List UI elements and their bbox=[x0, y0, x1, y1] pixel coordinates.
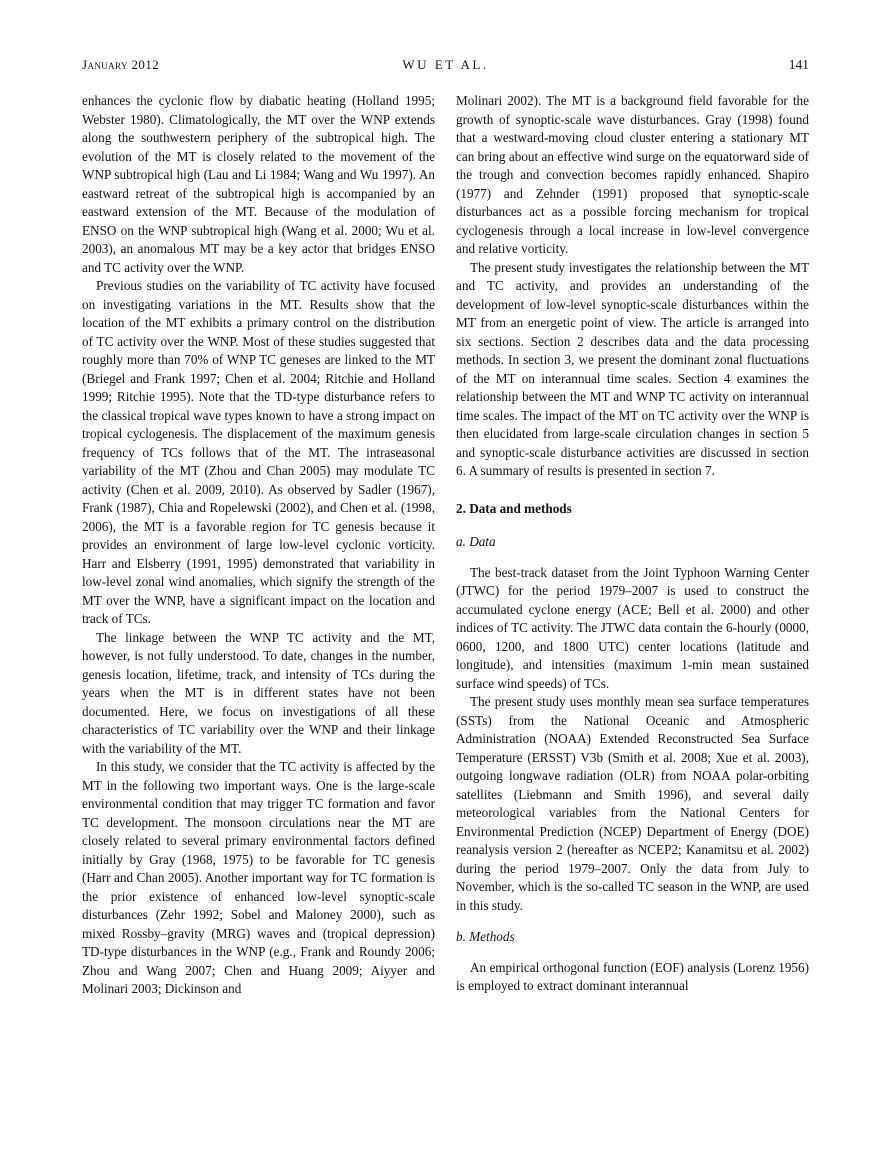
subsection-heading-methods: b. Methods bbox=[456, 929, 515, 944]
running-head: WU ET AL. bbox=[402, 57, 489, 72]
right-column bbox=[456, 92, 809, 999]
paragraph: Previous studies on the variability of TC activity have focused on investigating variations in the MT. Results show that the location of the MT exhibits a primary control on the distribution of TC activity over the WNP. Most of these studies suggested that roughly more than 70% of WNP TC geneses are linked to the MT (Briegel and Frank 1997; Chen et al. 2004; Ritchie and Holland 1999; Ritchie 1995). Note that the TD-type disturbance refers to the classical tropical wave types known to have a strong impact on tropical cyclogenesis. The displacement of the maximum genesis frequency of TCs follows that of the MT. The intraseasonal variability of the MT (Zhou and Chan 2005) may modulate TC activity (Chen et al. 2009, 2010). As observed by Sadler (1967), Frank (1987), Chia and Ropelewski (2002), and Chen et al. (1998, 2006), the MT is a favorable region for TC genesis because it provides an environment of large low-level cyclonic vorticity. Harr and Elsberry (1991, 1995) demonstrated that variability in low-level zonal wind anomalies, which signify the strength of the MT over the WNP, have a significant impact on the location and track of TCs. bbox=[82, 278, 435, 626]
article-body bbox=[82, 92, 809, 999]
page-number: 141 bbox=[788, 57, 809, 72]
section-heading-data-and-methods: 2. Data and methods bbox=[456, 500, 572, 516]
paragraph: The best-track dataset from the Joint Typhoon Warning Center (JTWC) for the period 1979–2007 is used to construct the accumulated cyclone energy (ACE; Bell et al. 2000) and other indices of TC activity. The JTWC data contain the 6-hourly (0000, 0600, 1200, and 1800 UTC) center locations (latitude and longitude), and intensities (maximum 1-min mean sustained surface wind speeds) of TCs. bbox=[456, 564, 809, 691]
paragraph: The linkage between the WNP TC activity and the MT, however, is not fully understood. To date, changes in the number, genesis location, lifetime, track, and intensity of TCs during the years when the MT is in different states have not been documented. Here, we focus on investigations of all these characteristics of TC variability over the WNP and their linkage with the variability of the MT. bbox=[82, 629, 435, 756]
paragraph: In this study, we consider that the TC activity is affected by the MT in the following two important ways. One is the large-scale environmental condition that may trigger TC formation and favor TC development. The monsoon circulations near the MT are closely related to several primary environmental factors defined initially by Gray (1968, 1975) to be favorable for TC genesis (Harr and Chan 2005). Another important way for TC formation is the prior existence of enhanced low-level synoptic-scale disturbances (Zehr 1992; Sobel and Maloney 2000), such as mixed Rossby–gravity (MRG) waves and (tropical depression) TD-type disturbances in the WNP (e.g., Frank and Roundy 2006; Zhou and Wang 2007; Chen and Huang 2009; Aiyyer and Molinari 2003; Dickinson and bbox=[82, 759, 435, 996]
journal-date: January 2012 bbox=[82, 57, 160, 72]
paragraph: The present study uses monthly mean sea surface temperatures (SSTs) from the National Oceanic and Atmospheric Administration (NOAA) Extended Reconstructed Sea Surface Temperature (ERSST) V3b (Smith et al. 2008; Xue et al. 2003), outgoing longwave radiation (OLR) from NOAA polar-orbiting satellites (Liebmann and Smith 1996), and several daily meteorological variables from the National Centers for Environmental Prediction (NCEP) Department of Energy (DOE) reanalysis version 2 (hereafter as NCEP2; Kanamitsu et al. 2002) during the period 1979–2007. Only the data from July to November, which is the so-called TC season in the WNP, are used in this study. bbox=[456, 694, 809, 913]
subsection-heading-data: a. Data bbox=[456, 534, 496, 549]
paragraph: The present study investigates the relationship between the MT and TC activity, and provides an understanding of the development of low-level synoptic-scale disturbances within the MT from an energetic point of view. The article is arranged into six sections. Section 2 describes data and the data processing methods. In section 3, we present the dominant zonal fluctuations of the MT on interannual time scales. Section 4 examines the relationship between the MT and WNP TC activity on interannual time scales. The impact of the MT on TC activity over the WNP is then elucidated from large-scale circulation changes in section 5 and synoptic-scale disturbance activities are discussed in section 6. A summary of results is presented in section 7. bbox=[456, 259, 809, 478]
page-header bbox=[82, 57, 809, 73]
paragraph: enhances the cyclonic flow by diabatic heating (Holland 1995; Webster 1980). Climatologically, the MT over the WNP extends along the southwestern periphery of the subtropical high. The evolution of the MT is closely related to the movement of the WNP subtropical high (Lau and Li 1984; Wang and Wu 1997). An eastward retreat of the subtropical high is accompanied by an eastward extension of the MT. Because of the modulation of ENSO on the WNP subtropical high (Wang et al. 2000; Wu et al. 2003), an anomalous MT may be a key actor that bridges ENSO and TC activity over the WNP. bbox=[82, 93, 435, 275]
left-column bbox=[82, 92, 435, 999]
paragraph: Molinari 2002). The MT is a background field favorable for the growth of synoptic-scale wave disturbances. Gray (1998) found that a westward-moving cloud cluster entering a stationary MT can bring about an effective wind surge on the equatorward side of the trough and convection becomes rapidly enhanced. Shapiro (1977) and Zehnder (1991) proposed that synoptic-scale disturbances act as a possible forcing mechanism for tropical cyclogenesis through a local increase in low-level convergence and relative vorticity. bbox=[456, 93, 809, 256]
paragraph: An empirical orthogonal function (EOF) analysis (Lorenz 1956) is employed to extract dominant interannual bbox=[456, 959, 809, 993]
